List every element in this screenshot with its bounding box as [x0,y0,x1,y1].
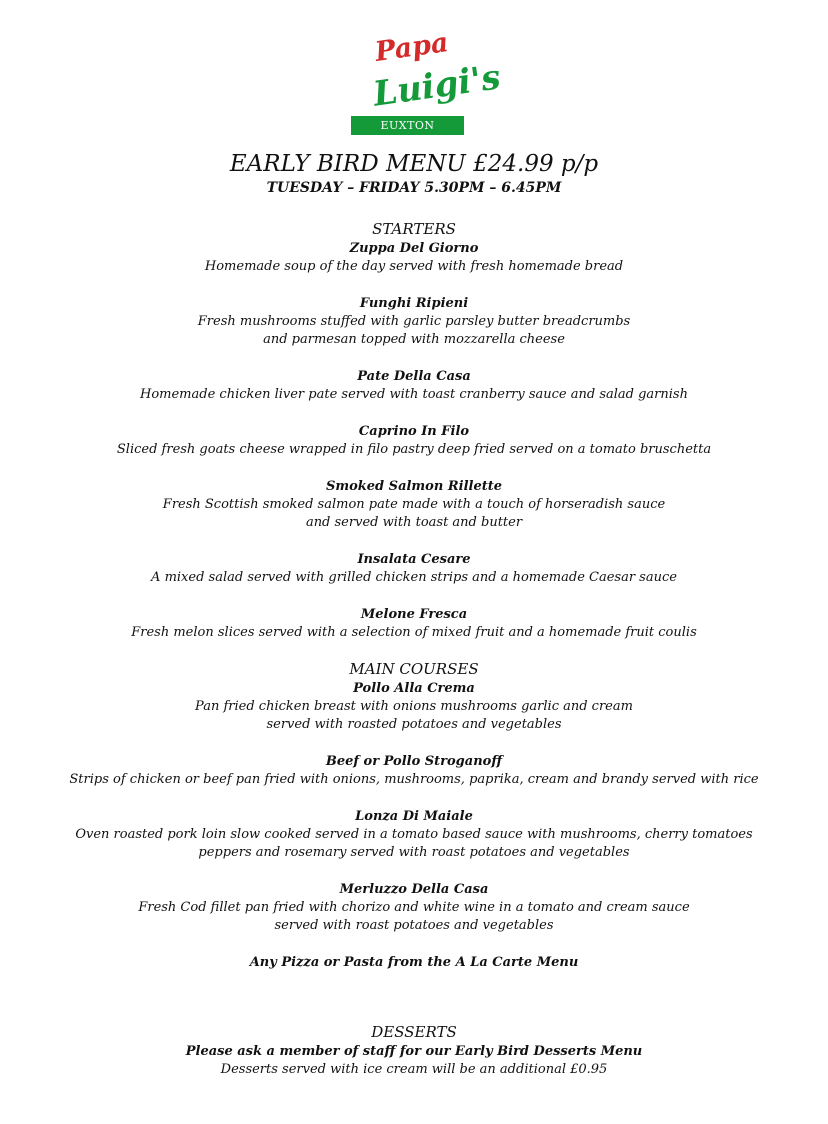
item-description: Pan fried chicken breast with onions mushrooms garlic and cream [195,699,633,714]
item-description: and parmesan topped with mozzarella cheese [263,332,565,347]
item-description: Homemade soup of the day served with fresh homemade bread [204,259,624,274]
starters-heading: STARTERS [372,220,456,238]
menu-item [0,752,828,789]
menu-item [0,239,828,276]
item-description: served with roast potatoes and vegetables [274,918,554,933]
item-name: Funghi Ripieni [359,296,469,311]
item-name: Zuppa Del Giorno [349,241,479,256]
menu-hours: TUESDAY – FRIDAY 5.30PM – 6.45PM [266,180,562,196]
item-name: Melone Fresca [360,607,468,622]
menu-item [0,679,828,734]
menu-item [0,294,828,349]
item-name: Insalata Cesare [357,552,471,567]
item-name: Lonza Di Maiale [355,809,473,824]
logo-text-papa: Papa [373,27,451,68]
item-name: Pate Della Casa [357,369,471,384]
mains-heading: MAIN COURSES [349,660,479,678]
item-name: Merluzzo Della Casa [339,882,489,897]
item-description: Strips of chicken or beef pan fried with onions, mushrooms, paprika, cream and brandy served with rice [69,772,759,787]
item-description: A mixed salad served with grilled chicken strips and a homemade Caesar sauce [151,570,677,585]
desserts-note: Please ask a member of staff for our Early Bird Desserts Menu [185,1044,643,1059]
item-description: and served with toast and butter [305,515,523,530]
pizza-pasta-note: Any Pizza or Pasta from the A La Carte Menu [249,955,579,970]
item-description: Fresh Cod fillet pan fried with chorizo and white wine in a tomato and cream sauce [138,900,690,915]
menu-item [0,550,828,587]
desserts-heading: DESSERTS [371,1023,457,1041]
menu-item [0,477,828,532]
logo-text-luigis: Luigi's [370,57,503,115]
item-name: Pollo Alla Crema [353,681,475,696]
menu-item [0,605,828,642]
desserts-extra-charge: Desserts served with ice cream will be an additional £0.95 [220,1062,608,1077]
item-description: served with roasted potatoes and vegetables [266,717,562,732]
item-description: Sliced fresh goats cheese wrapped in filo pastry deep fried served on a tomato bruschetta [116,442,712,457]
item-description: Oven roasted pork loin slow cooked served in a tomato based sauce with mushrooms, cherry tomatoes [75,827,753,842]
item-name: Beef or Pollo Stroganoff [325,754,503,769]
menu-item [0,807,828,862]
item-description: peppers and rosemary served with roast potatoes and vegetables [198,845,630,860]
item-name: Caprino In Filo [358,424,470,439]
item-description: Fresh mushrooms stuffed with garlic parsley butter breadcrumbs [197,314,631,329]
menu-item [0,880,828,935]
menu-content [0,220,828,972]
item-description: Fresh Scottish smoked salmon pate made with a touch of horseradish sauce [162,497,666,512]
menu-title: EARLY BIRD MENU £24.99 p/p [229,151,599,177]
item-description: Homemade chicken liver pate served with toast cranberry sauce and salad garnish [140,387,688,402]
menu-item [0,422,828,459]
desserts-section [0,1023,828,1079]
starters-section [0,220,828,642]
item-description: Fresh melon slices served with a selection of mixed fruit and a homemade fruit coulis [131,625,697,640]
item-name: Smoked Salmon Rillette [325,479,503,494]
logo-location-band: EUXTON [351,116,464,135]
menu-item [0,367,828,404]
papa-luigis-logo [351,26,503,136]
mains-section [0,660,828,972]
